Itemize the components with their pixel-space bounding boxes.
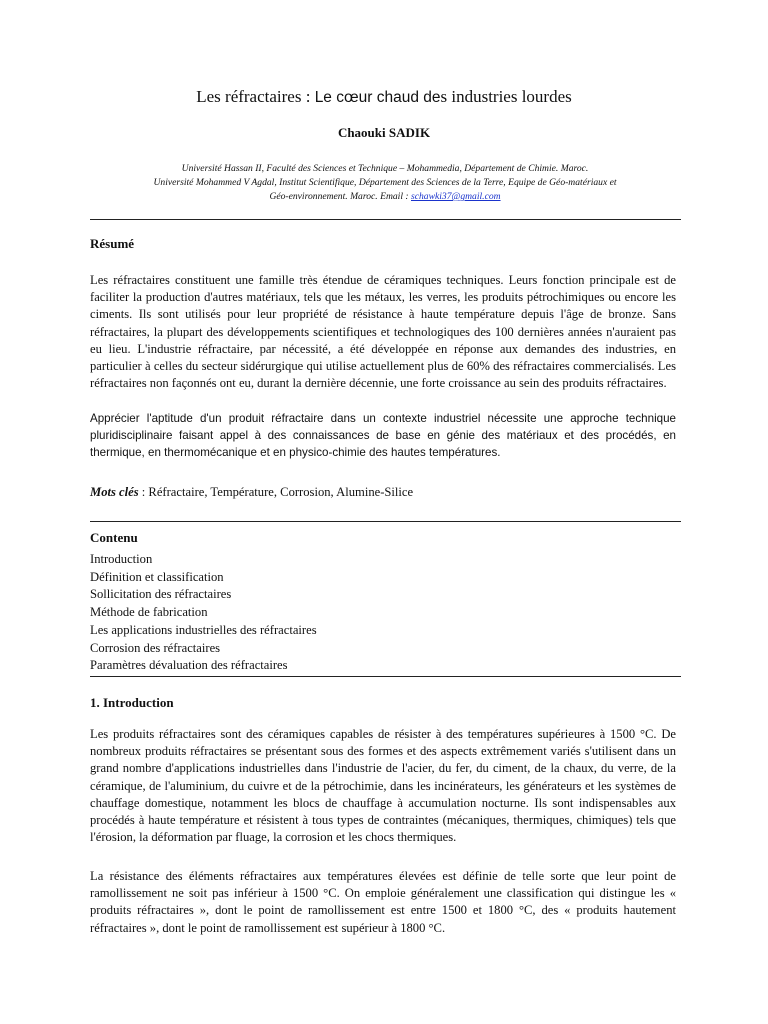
contents-item-parametres: Paramètres dévaluation des réfractaires xyxy=(90,658,288,673)
contents-item-applications: Les applications industrielles des réfractaires xyxy=(90,622,317,637)
affiliation-line-3-text: Géo-environnement. Maroc. Email : xyxy=(269,191,411,202)
contents-item-introduction: Introduction xyxy=(90,552,153,566)
contents-item-sollicitation: Sollicitation des réfractaires xyxy=(90,587,232,602)
introduction-paragraph-2: La résistance des éléments réfractaires aux températures élevées est définie de telle sorte que leur point de ramollissement ne soit pas inférieur à 1500 °C. On emploie généralement une classification qui distingue les « produits réfractaires », dont le point de ramollissement est entre 1500 et 1800 °C, des « produits hautement réfractaires », dont le point de ramollissement est supérieur à 1800 °C. xyxy=(90,869,676,935)
contents-heading: Contenu xyxy=(90,530,138,545)
divider-top xyxy=(90,219,681,220)
keywords-text: Réfractaire, Température, Corrosion, Alumine-Silice xyxy=(148,485,414,499)
abstract-paragraph-1: Les réfractaires constituent une famille très étendue de céramiques techniques. Leurs fonction principale est de faciliter la production d'autres matériaux, tels que les métaux, les verres, les produits pétrochimiques ou encore les ciments. Ils sont utilisés pour leur propriété de résistance à haute température depuis l'âge de bronze. Sans réfractaires, la plupart des développements scientifiques et technologiques des 100 dernières années n'auraient pas eu lieu. L'industrie réfractaire, par nécessité, a été développée en réponse aux demandes des industries, en particulier à celles du secteur sidérurgique qui utilise actuellement plus de 60% des réfractaires commercialisés. Les réfractaires non façonnés ont eu, durant la dernière décennie, une forte croissance au sein des produits réfractaires. xyxy=(90,273,676,391)
contents-item-definition: Définition et classification xyxy=(90,569,224,584)
divider-contents-bottom xyxy=(90,676,681,677)
title-part-2: Le cœur chaud de xyxy=(314,89,441,106)
abstract-paragraph-2: Apprécier l'aptitude d'un produit réfractaire dans un contexte industriel nécessite une approche technique pluridisciplinaire faisant appel à des connaissances de base en génie des matériaux et des procédés, en thermique, en thermomécanique et en physico-chimie des hautes températures. xyxy=(90,412,676,460)
keywords xyxy=(90,485,413,500)
title-part-3: s industries lourdes xyxy=(440,87,572,106)
affiliations xyxy=(90,162,680,204)
contents-item-fabrication: Méthode de fabrication xyxy=(90,605,208,620)
affiliation-line-2: Université Mohammed V Agdal, Institut Scientifique, Département des Sciences de la Terre, Equipe de Géo-matériaux et xyxy=(153,177,617,188)
email-link[interactable]: schawki37@gmail.com xyxy=(411,191,501,202)
divider-contents-top xyxy=(90,521,681,522)
paper-title xyxy=(0,86,768,109)
keywords-label: Mots clés xyxy=(90,485,139,499)
contents-item-corrosion: Corrosion des réfractaires xyxy=(90,640,221,655)
abstract-heading: Résumé xyxy=(90,236,135,251)
contents-list xyxy=(90,551,317,675)
author-name: Chaouki SADIK xyxy=(337,125,431,140)
title-part-1: Les réfractaires : xyxy=(196,87,315,106)
keywords-separator: : xyxy=(138,485,149,499)
introduction-heading: 1. Introduction xyxy=(90,695,174,710)
introduction-paragraph-1: Les produits réfractaires sont des céramiques capables de résister à des températures supérieures à 1500 °C. De nombreux produits réfractaires se présentant sous des formes et des aspects extrêmement variés s'utilisent dans un grand nombre d'applications industrielles dans l'industrie de l'acier, du fer, du ciment, de la chaux, du verre, de la céramique, de l'aluminium, du cuivre et de la pétrochimie, dans les incinérateurs, les générateurs et les systèmes de chauffage domestique, notamment les blocs de chauffage à accumulation nocturne. Ils sont indispensables aux procédés à haute température et résistent à tous types de contraintes (mécaniques, thermiques, chimiques) tels que l'érosion, la déformation par fluage, la corrosion et les chocs thermiques. xyxy=(90,727,676,845)
affiliation-line-3 xyxy=(90,190,680,204)
affiliation-line-1: Université Hassan II, Faculté des Sciences et Technique – Mohammedia, Département de Chimie. Maroc. xyxy=(181,163,589,174)
